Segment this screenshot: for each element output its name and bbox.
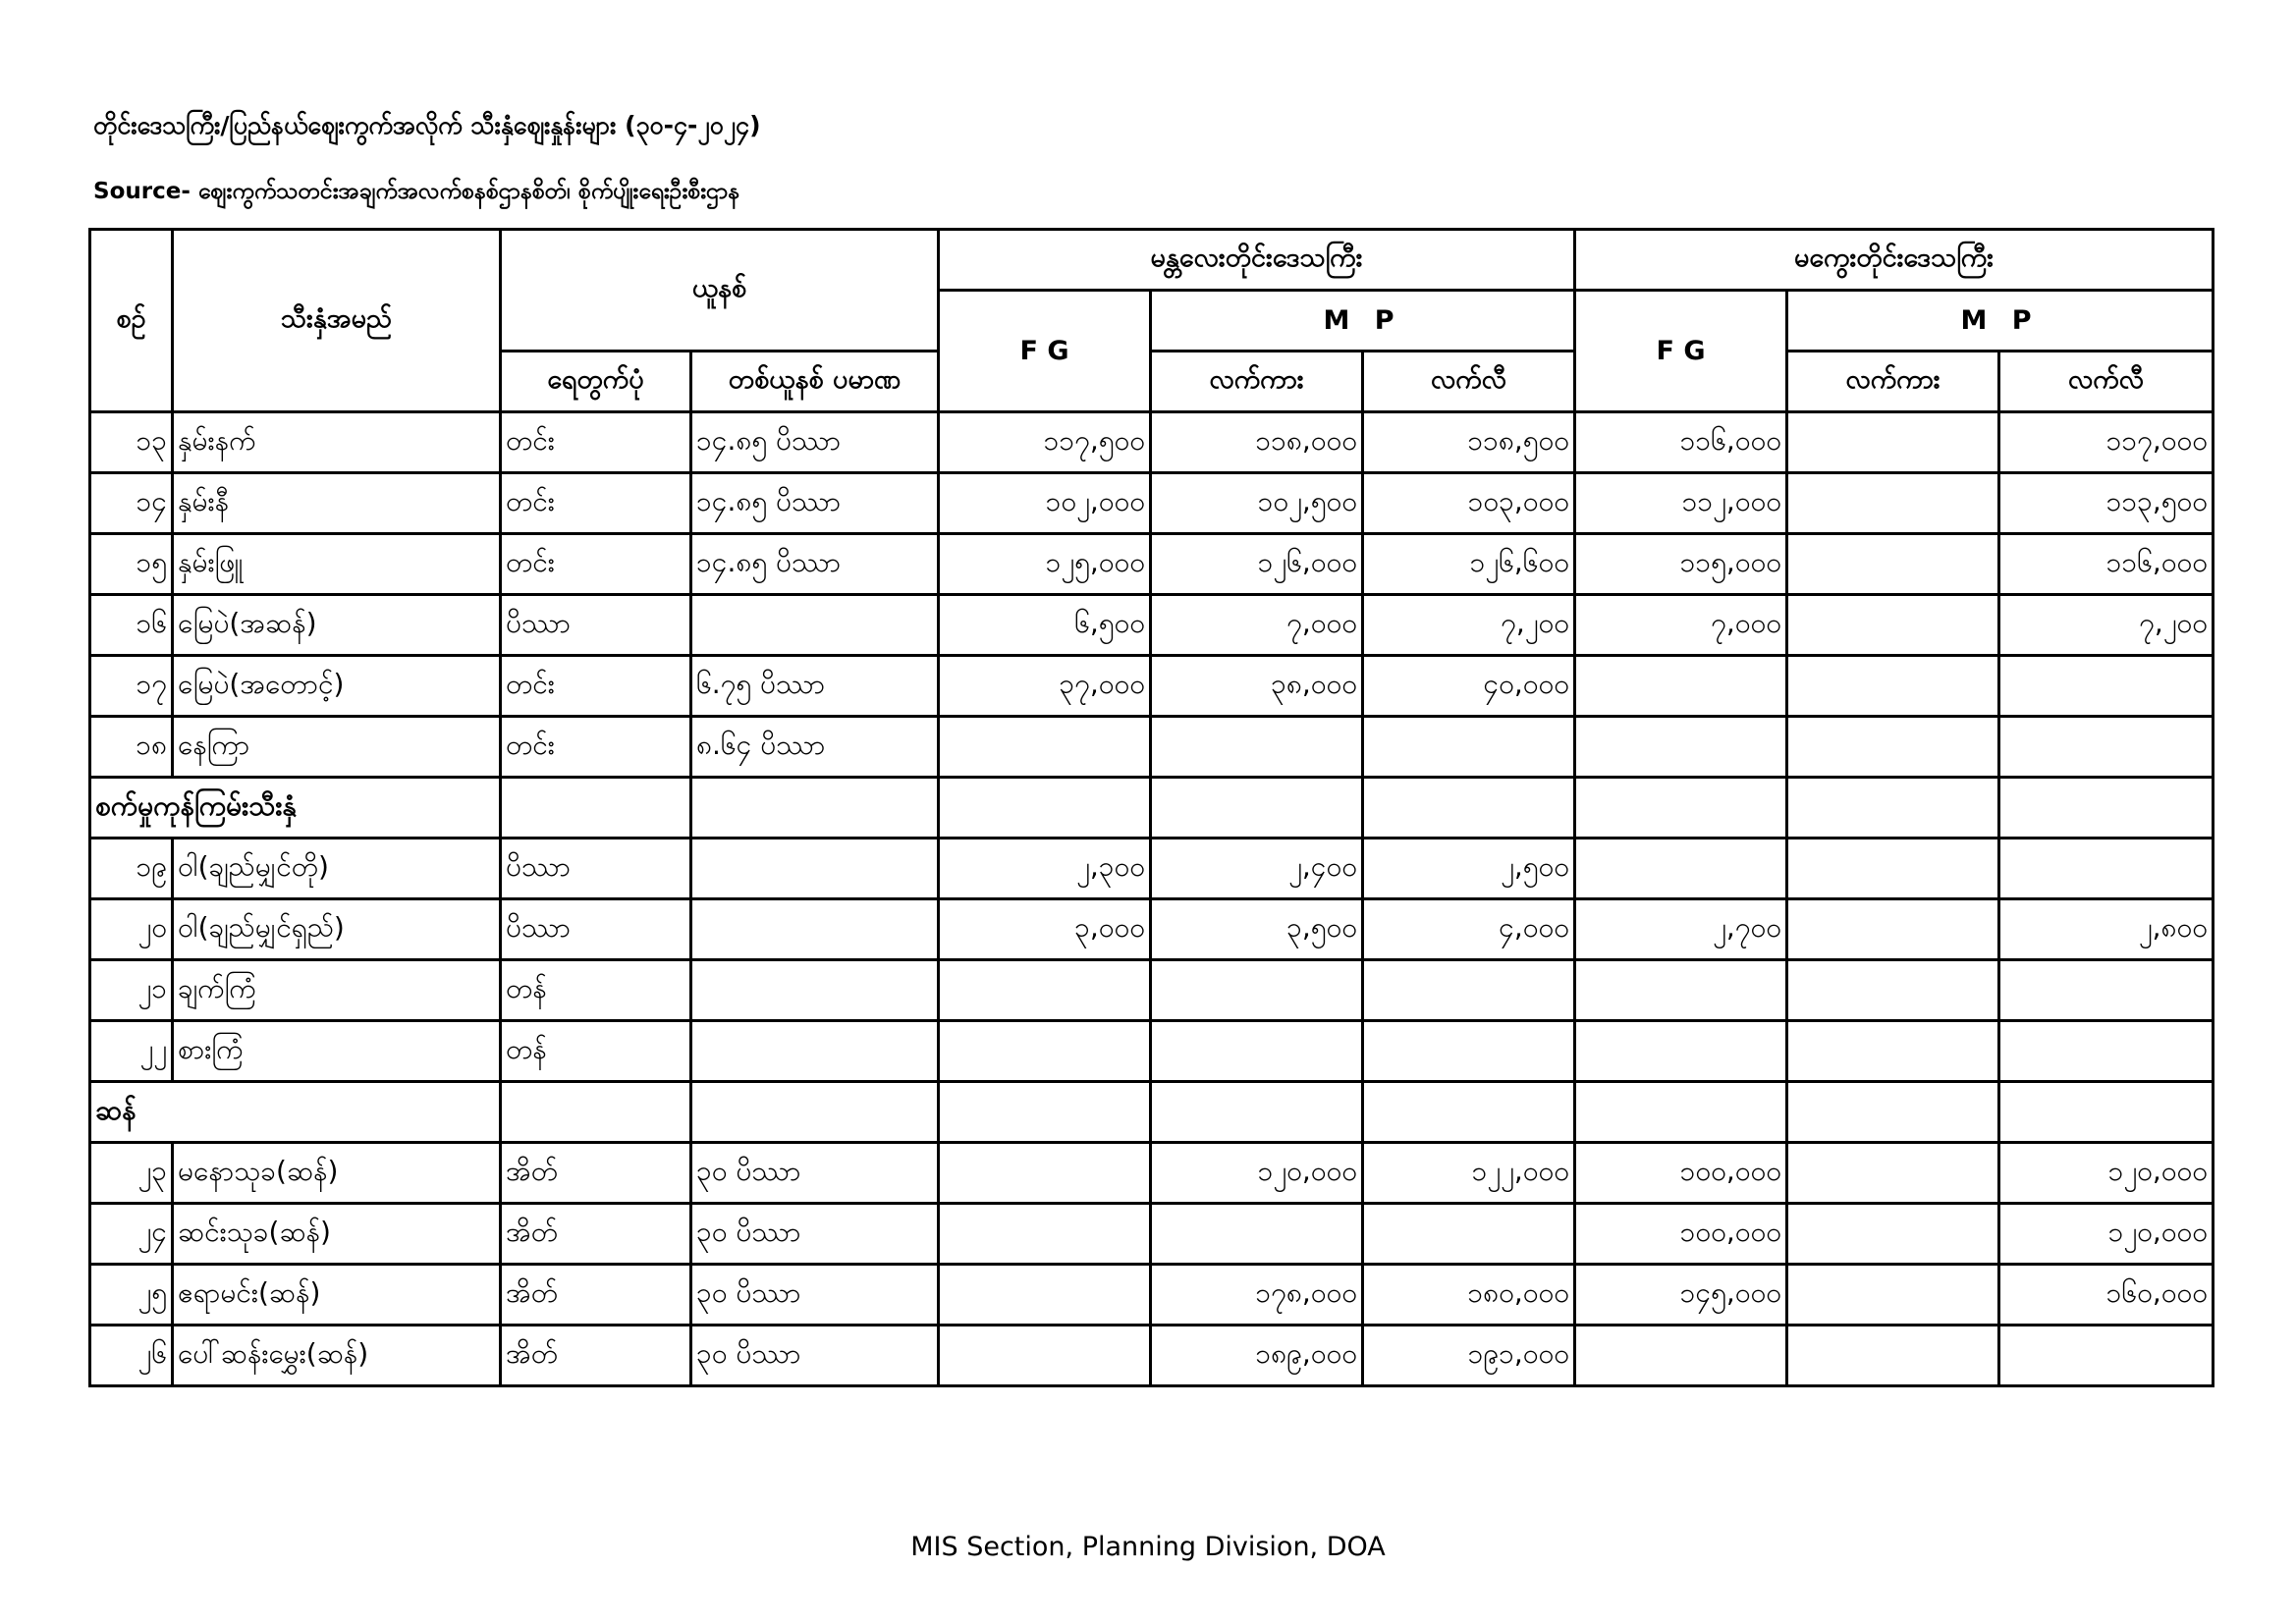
price-mp-retail-magway <box>1999 1021 2214 1082</box>
header-unit-weight: တစ်ယူနစ် ပမာဏ <box>691 352 939 412</box>
row-number: ၂၆ <box>90 1326 173 1386</box>
empty-cell <box>1363 778 1575 839</box>
empty-cell <box>939 1082 1151 1143</box>
empty-cell <box>1575 778 1787 839</box>
price-fg-magway: ၁၄၅,၀၀၀ <box>1575 1265 1787 1326</box>
table-row <box>90 595 2214 656</box>
price-mp-retail-magway: ၇,၂၀၀ <box>1999 595 2214 656</box>
price-fg-mandalay <box>939 960 1151 1021</box>
table-row <box>90 656 2214 717</box>
crop-name: နှမ်းနီ <box>173 473 501 534</box>
price-mp-retail-magway <box>1999 839 2214 899</box>
price-mp-retail-mandalay: ၁၁၈,၅၀၀ <box>1363 412 1575 473</box>
price-mp-retail-mandalay: ၁၂၂,၀၀၀ <box>1363 1143 1575 1204</box>
crop-name: ဆင်းသုခ(ဆန်) <box>173 1204 501 1265</box>
price-fg-magway <box>1575 656 1787 717</box>
crop-name: နေကြာ <box>173 717 501 778</box>
unit-cell: အိတ် <box>501 1265 691 1326</box>
empty-cell <box>1151 778 1363 839</box>
unit-weight-cell: ၁၄.၈၅ ပိဿာ <box>691 534 939 595</box>
source-line: Source- ဈေးကွက်သတင်းအချက်အလက်စနစ်ဌာနစိတ်၊ စိုက်ပျိုးရေးဦးစီးဌာန <box>93 179 740 204</box>
header-fg-mandalay: F G <box>939 291 1151 412</box>
table-row <box>90 960 2214 1021</box>
footer-text: MIS Section, Planning Division, DOA <box>910 1532 1386 1562</box>
price-table <box>88 228 2214 1387</box>
empty-cell <box>691 778 939 839</box>
price-mp-retail-mandalay: ၂,၅၀၀ <box>1363 839 1575 899</box>
price-mp-retail-mandalay <box>1363 1021 1575 1082</box>
unit-weight-cell: ၃၀ ပိဿာ <box>691 1265 939 1326</box>
header-local-unit: ရေတွက်ပုံ <box>501 352 691 412</box>
price-fg-magway <box>1575 1021 1787 1082</box>
price-fg-magway: ၁၁၂,၀၀၀ <box>1575 473 1787 534</box>
header-wholesale-magway: လက်ကား <box>1787 352 1999 412</box>
unit-weight-cell: ၁၄.၈၅ ပိဿာ <box>691 412 939 473</box>
price-mp-wholesale-mandalay: ၁၂၀,၀၀၀ <box>1151 1143 1363 1204</box>
price-mp-retail-mandalay: ၇,၂၀၀ <box>1363 595 1575 656</box>
price-mp-wholesale-mandalay: ၃,၅၀၀ <box>1151 899 1363 960</box>
price-mp-wholesale-mandalay: ၁၇၈,၀၀၀ <box>1151 1265 1363 1326</box>
header-region-magway: မကွေးတိုင်းဒေသကြီး <box>1575 230 2214 291</box>
row-number: ၂၂ <box>90 1021 173 1082</box>
empty-cell <box>1999 778 2214 839</box>
unit-weight-cell: ၃၀ ပိဿာ <box>691 1143 939 1204</box>
price-mp-retail-magway: ၁၁၃,၅၀၀ <box>1999 473 2214 534</box>
table-row <box>90 412 2214 473</box>
row-number: ၁၃ <box>90 412 173 473</box>
price-mp-retail-magway <box>1999 717 2214 778</box>
price-mp-wholesale-magway <box>1787 899 1999 960</box>
price-fg-magway <box>1575 839 1787 899</box>
price-fg-magway: ၁၀၀,၀၀၀ <box>1575 1143 1787 1204</box>
crop-name: နှမ်းဖြူ <box>173 534 501 595</box>
header-retail-mandalay: လက်လီ <box>1363 352 1575 412</box>
unit-weight-cell: ၈.၆၄ ပိဿာ <box>691 717 939 778</box>
unit-cell: အိတ် <box>501 1143 691 1204</box>
unit-cell: ပိဿာ <box>501 839 691 899</box>
price-mp-wholesale-magway <box>1787 717 1999 778</box>
row-number: ၁၈ <box>90 717 173 778</box>
unit-cell: တန် <box>501 960 691 1021</box>
row-number: ၁၄ <box>90 473 173 534</box>
unit-weight-cell <box>691 960 939 1021</box>
table-body <box>90 412 2214 1386</box>
price-fg-magway <box>1575 1326 1787 1386</box>
unit-weight-cell <box>691 839 939 899</box>
header-retail-magway: လက်လီ <box>1999 352 2214 412</box>
unit-cell: အိတ် <box>501 1326 691 1386</box>
price-fg-mandalay <box>939 1021 1151 1082</box>
unit-weight-cell: ၃၀ ပိဿာ <box>691 1204 939 1265</box>
section-row <box>90 1082 2214 1143</box>
price-mp-wholesale-mandalay <box>1151 960 1363 1021</box>
price-fg-mandalay: ၃၇,၀၀၀ <box>939 656 1151 717</box>
price-fg-mandalay: ၃,၀၀၀ <box>939 899 1151 960</box>
price-fg-magway <box>1575 960 1787 1021</box>
empty-cell <box>1787 1082 1999 1143</box>
price-mp-retail-magway: ၁၂၀,၀၀၀ <box>1999 1143 2214 1204</box>
header-mp-mandalay: M P <box>1151 291 1575 352</box>
unit-cell: ပိဿာ <box>501 595 691 656</box>
table-row <box>90 717 2214 778</box>
table-row <box>90 899 2214 960</box>
page-title: တိုင်းဒေသကြီး/ပြည်နယ်ဈေးကွက်အလိုက် သီးနှံဈေးနှုန်းများ (၃၀-၄-၂၀၂၄) <box>93 111 761 139</box>
unit-cell: တင်း <box>501 656 691 717</box>
price-mp-retail-mandalay: ၄,၀၀၀ <box>1363 899 1575 960</box>
price-mp-retail-magway: ၂,၈၀၀ <box>1999 899 2214 960</box>
crop-name: မြေပဲ(အဆန်) <box>173 595 501 656</box>
price-fg-mandalay: ၁၂၅,၀၀၀ <box>939 534 1151 595</box>
crop-name: ပေါ်ဆန်းမွှေး(ဆန်) <box>173 1326 501 1386</box>
empty-cell <box>1787 778 1999 839</box>
price-fg-mandalay: ၂,၃၀၀ <box>939 839 1151 899</box>
price-mp-retail-magway <box>1999 960 2214 1021</box>
header-no: စဉ် <box>90 230 173 412</box>
unit-weight-cell: ၃၀ ပိဿာ <box>691 1326 939 1386</box>
price-mp-wholesale-magway <box>1787 1265 1999 1326</box>
unit-weight-cell <box>691 899 939 960</box>
table-row <box>90 1021 2214 1082</box>
price-mp-wholesale-magway <box>1787 1204 1999 1265</box>
row-number: ၁၉ <box>90 839 173 899</box>
price-mp-retail-magway <box>1999 656 2214 717</box>
price-mp-wholesale-magway <box>1787 656 1999 717</box>
row-number: ၁၆ <box>90 595 173 656</box>
header-wholesale-mandalay: လက်ကား <box>1151 352 1363 412</box>
row-number: ၁၅ <box>90 534 173 595</box>
table-row <box>90 534 2214 595</box>
empty-cell <box>1999 1082 2214 1143</box>
price-fg-mandalay: ၆,၅၀၀ <box>939 595 1151 656</box>
crop-name: နှမ်းနက် <box>173 412 501 473</box>
section-label: စက်မှုကုန်ကြမ်းသီးနှံ <box>90 778 501 839</box>
table-row <box>90 1143 2214 1204</box>
row-number: ၂၅ <box>90 1265 173 1326</box>
table-row <box>90 839 2214 899</box>
table-row <box>90 473 2214 534</box>
price-fg-mandalay: ၁၀၂,၀၀၀ <box>939 473 1151 534</box>
unit-cell: အိတ် <box>501 1204 691 1265</box>
price-mp-retail-magway: ၁၆၀,၀၀၀ <box>1999 1265 2214 1326</box>
table-row <box>90 1204 2214 1265</box>
price-mp-wholesale-mandalay: ၁၀၂,၅၀၀ <box>1151 473 1363 534</box>
price-fg-mandalay <box>939 717 1151 778</box>
price-mp-wholesale-mandalay: ၁၈၉,၀၀၀ <box>1151 1326 1363 1386</box>
empty-cell <box>501 778 691 839</box>
price-mp-wholesale-magway <box>1787 960 1999 1021</box>
price-fg-mandalay <box>939 1143 1151 1204</box>
price-mp-wholesale-magway <box>1787 534 1999 595</box>
price-fg-magway: ၁၁၅,၀၀၀ <box>1575 534 1787 595</box>
price-mp-retail-magway: ၁၂၀,၀၀၀ <box>1999 1204 2214 1265</box>
section-label: ဆန် <box>90 1082 501 1143</box>
crop-name: ဝါ(ချည်မျှင်တို) <box>173 839 501 899</box>
price-mp-wholesale-mandalay <box>1151 1204 1363 1265</box>
price-mp-wholesale-magway <box>1787 473 1999 534</box>
crop-name: မနောသုခ(ဆန်) <box>173 1143 501 1204</box>
empty-cell <box>1575 1082 1787 1143</box>
empty-cell <box>501 1082 691 1143</box>
price-mp-wholesale-magway <box>1787 1021 1999 1082</box>
price-mp-retail-mandalay: ၁၂၆,၆၀၀ <box>1363 534 1575 595</box>
price-mp-wholesale-magway <box>1787 1326 1999 1386</box>
unit-cell: တင်း <box>501 412 691 473</box>
empty-cell <box>1151 1082 1363 1143</box>
price-mp-retail-mandalay <box>1363 717 1575 778</box>
table-row <box>90 1265 2214 1326</box>
price-fg-mandalay <box>939 1265 1151 1326</box>
empty-cell <box>691 1082 939 1143</box>
price-mp-retail-mandalay: ၁၈၀,၀၀၀ <box>1363 1265 1575 1326</box>
crop-name: စားကြံ <box>173 1021 501 1082</box>
price-mp-wholesale-magway <box>1787 839 1999 899</box>
header-crop: သီးနှံအမည် <box>173 230 501 412</box>
header-fg-magway: F G <box>1575 291 1787 412</box>
row-number: ၁၇ <box>90 656 173 717</box>
price-mp-wholesale-mandalay: ၁၂၆,၀၀၀ <box>1151 534 1363 595</box>
price-mp-retail-magway: ၁၁၇,၀၀၀ <box>1999 412 2214 473</box>
empty-cell <box>939 778 1151 839</box>
price-mp-retail-magway <box>1999 1326 2214 1386</box>
crop-name: ဝါ(ချည်မျှင်ရှည်) <box>173 899 501 960</box>
row-number: ၂၃ <box>90 1143 173 1204</box>
header-region-mandalay: မန္တလေးတိုင်းဒေသကြီး <box>939 230 1575 291</box>
price-mp-retail-mandalay: ၁၉၁,၀၀၀ <box>1363 1326 1575 1386</box>
price-mp-retail-magway: ၁၁၆,၀၀၀ <box>1999 534 2214 595</box>
unit-cell: တင်း <box>501 473 691 534</box>
row-number: ၂၄ <box>90 1204 173 1265</box>
price-mp-wholesale-mandalay <box>1151 717 1363 778</box>
price-mp-wholesale-magway <box>1787 1143 1999 1204</box>
price-mp-retail-mandalay <box>1363 1204 1575 1265</box>
price-mp-wholesale-mandalay: ၃၈,၀၀၀ <box>1151 656 1363 717</box>
row-number: ၂၀ <box>90 899 173 960</box>
price-mp-retail-mandalay: ၄၀,၀၀၀ <box>1363 656 1575 717</box>
price-mp-wholesale-magway <box>1787 412 1999 473</box>
crop-name: ဧရာမင်း(ဆန်) <box>173 1265 501 1326</box>
price-fg-magway: ၂,၇၀၀ <box>1575 899 1787 960</box>
price-mp-wholesale-mandalay: ၂,၄၀၀ <box>1151 839 1363 899</box>
unit-weight-cell <box>691 595 939 656</box>
unit-cell: တင်း <box>501 534 691 595</box>
unit-cell: တန် <box>501 1021 691 1082</box>
crop-name: ချက်ကြံ <box>173 960 501 1021</box>
unit-weight-cell: ၁၄.၈၅ ပိဿာ <box>691 473 939 534</box>
header-mp-magway: M P <box>1787 291 2214 352</box>
price-fg-magway: ၇,၀၀၀ <box>1575 595 1787 656</box>
price-fg-magway <box>1575 717 1787 778</box>
price-fg-mandalay <box>939 1204 1151 1265</box>
row-number: ၂၁ <box>90 960 173 1021</box>
price-mp-retail-mandalay: ၁၀၃,၀၀၀ <box>1363 473 1575 534</box>
price-fg-mandalay: ၁၁၇,၅၀၀ <box>939 412 1151 473</box>
crop-name: မြေပဲ(အတောင့်) <box>173 656 501 717</box>
empty-cell <box>1363 1082 1575 1143</box>
price-mp-wholesale-mandalay <box>1151 1021 1363 1082</box>
table-row <box>90 1326 2214 1386</box>
unit-weight-cell: ၆.၇၅ ပိဿာ <box>691 656 939 717</box>
section-row <box>90 778 2214 839</box>
price-mp-wholesale-mandalay: ၁၁၈,၀၀၀ <box>1151 412 1363 473</box>
price-fg-magway: ၁၀၀,၀၀၀ <box>1575 1204 1787 1265</box>
price-mp-wholesale-magway <box>1787 595 1999 656</box>
price-mp-wholesale-mandalay: ၇,၀၀၀ <box>1151 595 1363 656</box>
price-mp-retail-mandalay <box>1363 960 1575 1021</box>
unit-cell: တင်း <box>501 717 691 778</box>
unit-cell: ပိဿာ <box>501 899 691 960</box>
price-fg-mandalay <box>939 1326 1151 1386</box>
header-unit-group: ယူနစ် <box>501 230 939 352</box>
unit-weight-cell <box>691 1021 939 1082</box>
price-fg-magway: ၁၁၆,၀၀၀ <box>1575 412 1787 473</box>
table-header <box>90 230 2214 412</box>
